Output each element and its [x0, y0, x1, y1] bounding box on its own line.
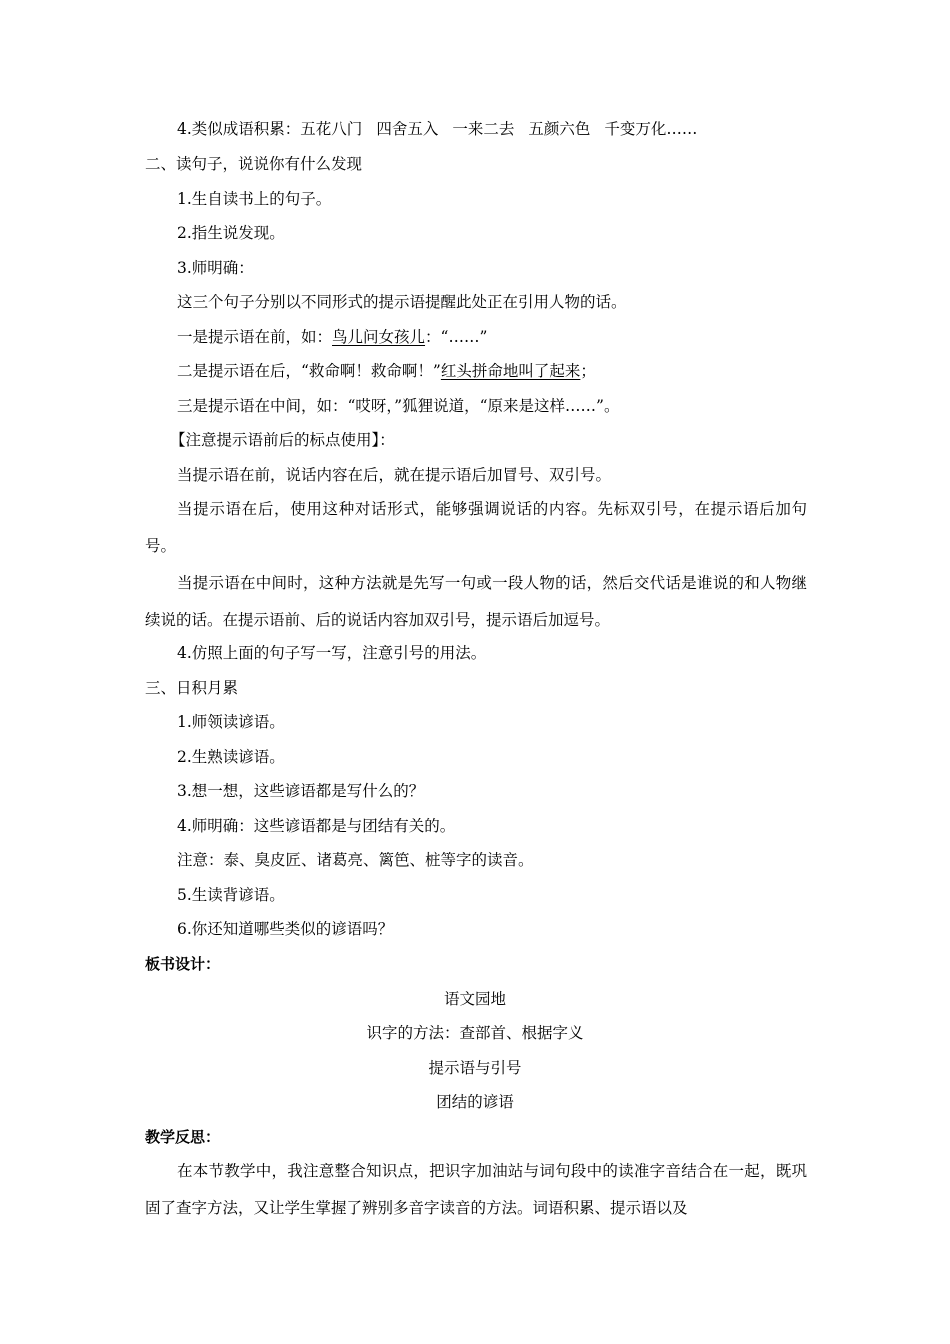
idiom-item: 一来二去 [452, 120, 515, 138]
section-heading: 三、日积月累 [145, 679, 239, 697]
board-line: 提示语与引号 [428, 1059, 522, 1077]
idiom-item: 四舍五入 [376, 120, 439, 138]
list-item: 4.仿照上面的句子写一写，注意引号的用法。 [177, 644, 487, 662]
list-item: 2.生熟读谚语。 [177, 748, 285, 766]
idiom-item: 千变万化…… [604, 120, 698, 138]
section-heading: 二、读句子，说说你有什么发现 [145, 155, 363, 173]
board-line: 语文园地 [443, 990, 506, 1008]
idiom-accumulation-line [0, 119, 950, 139]
list-item: 4.师明确：这些谚语都是与团结有关的。 [177, 817, 456, 835]
list-item: 注意：泰、臭皮匠、诸葛亮、篱笆、桩等字的读音。 [177, 851, 534, 869]
board-line: 识字的方法：查部首、根据字义 [366, 1024, 584, 1042]
example-text: ：“……” [425, 328, 488, 346]
reflection-heading: 教学反思： [145, 1128, 221, 1146]
note-title: 【注意提示语前后的标点使用】： [170, 431, 395, 449]
example-text: ； [580, 362, 596, 380]
list-item: 1.生自读书上的句子。 [177, 190, 332, 208]
example-text: 一是提示语在前，如： [177, 328, 333, 346]
rule-paragraph: 当提示语在中间时，这种方法就是先写一句或一段人物的话，然后交代话是谁说的和人物继续说的话。在提示语前、后的说话内容加双引号，提示语后加逗号。 [145, 574, 807, 629]
example-line [0, 327, 950, 347]
list-item: 5.生读背谚语。 [177, 886, 285, 904]
idiom-label: 4.类似成语积累： [177, 120, 301, 138]
rule-paragraph: 当提示语在后，使用这种对话形式，能够强调说话的内容。先标双引号，在提示语后加句号。 [145, 500, 807, 555]
rule-line: 当提示语在前，说话内容在后，就在提示语后加冒号、双引号。 [177, 466, 612, 484]
example-line [0, 361, 950, 381]
reflection-paragraph: 在本节教学中，我注意整合知识点，把识字加油站与词句段中的读准字音结合在一起，既巩固了查字方法，又让学生掌握了辨别多音字读音的方法。词语积累、提示语以及 [145, 1162, 807, 1217]
list-item: 3.师明确： [177, 259, 254, 277]
idiom-item: 五花八门 [300, 120, 363, 138]
board-design-heading: 板书设计： [145, 955, 221, 973]
list-item: 2.指生说发现。 [177, 224, 285, 242]
underlined-text: 鸟儿问女孩儿 [332, 328, 426, 346]
example-line: 三是提示语在中间，如：“哎呀，”狐狸说道，“原来是这样……”。 [177, 397, 620, 415]
list-item: 1.师领读谚语。 [177, 713, 285, 731]
paragraph-line: 这三个句子分别以不同形式的提示语提醒此处正在引用人物的话。 [177, 293, 627, 311]
list-item: 3.想一想，这些谚语都是写什么的？ [177, 782, 425, 800]
idiom-item: 五颜六色 [528, 120, 591, 138]
example-text: 二是提示语在后，“救命啊！救命啊！” [177, 362, 441, 380]
list-item: 6.你还知道哪些类似的谚语吗？ [177, 920, 394, 938]
underlined-text: 红头拼命地叫了起来 [440, 362, 581, 380]
board-line: 团结的谚语 [436, 1093, 514, 1111]
